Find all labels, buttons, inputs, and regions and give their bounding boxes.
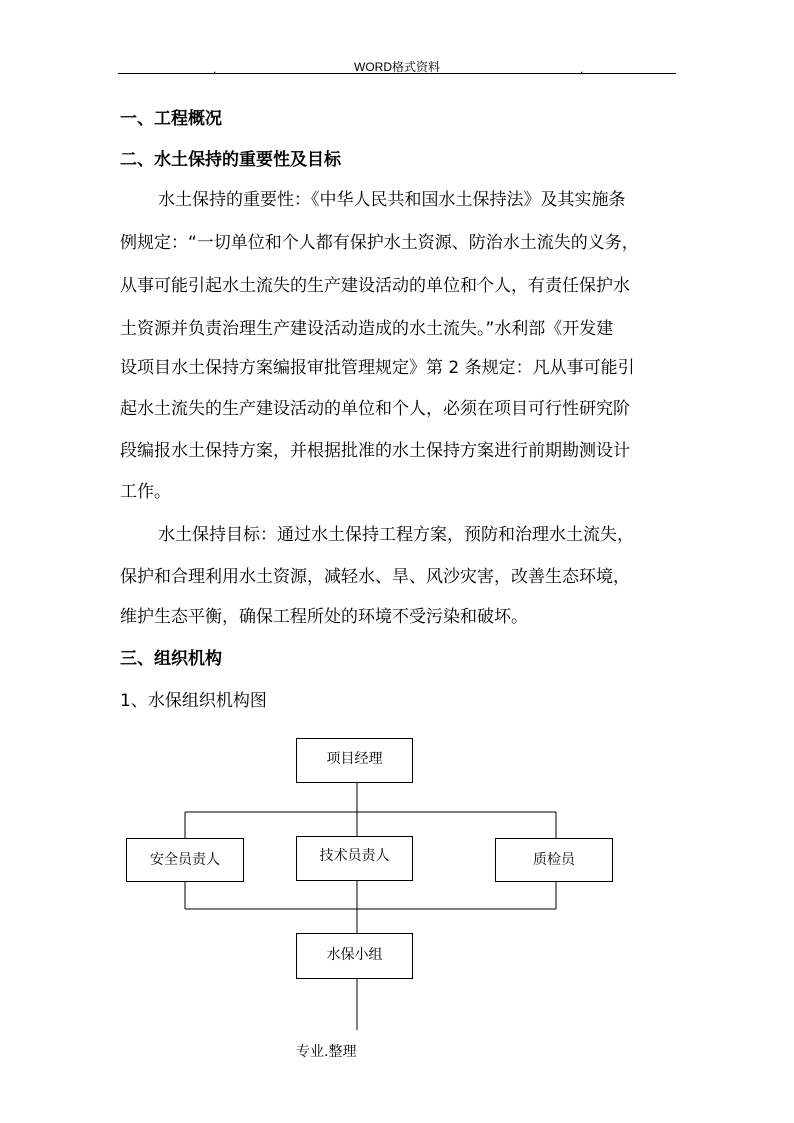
text-line: 保护和合理利用水土资源，减轻水、旱、风沙灾害，改善生态环境， <box>120 567 630 587</box>
org-box-safety-lead: 安全员责人 <box>126 838 244 882</box>
header-dot-right: . <box>580 62 584 76</box>
heading-project-overview: 一、工程概况 <box>120 109 222 129</box>
header-dot-left: . <box>213 62 217 76</box>
text-line: 水土保持的重要性：《中华人民共和国水土保持法》及其实施条 <box>158 190 626 210</box>
text-line: 段编报水土保持方案，并根据批准的水土保持方案进行前期勘测设计 <box>120 441 630 461</box>
text-line: 水土保持目标：通过水土保持工程方案，预防和治理水土流失， <box>158 525 634 545</box>
text-line: 设项目水土保持方案编报审批管理规定》第 2 条规定：凡从事可能引 <box>120 358 635 378</box>
org-box-technical-lead: 技术员责人 <box>296 836 413 881</box>
subheading-org-chart: 1、水保组织机构图 <box>120 691 267 711</box>
heading-organization: 三、组织机构 <box>120 649 222 669</box>
text-line: 维护生态平衡，确保工程所处的环境不受污染和破坏。 <box>120 607 528 627</box>
org-box-soil-conservation-team: 水保小组 <box>296 933 413 979</box>
page-footer: 专业.整理 <box>296 1044 357 1060</box>
text-line: 从事可能引起水土流失的生产建设活动的单位和个人，有责任保护水 <box>120 276 630 296</box>
text-line: 例规定：“一切单位和个人都有保护水土资源、防治水土流失的义务， <box>120 233 639 253</box>
text-line: 土资源并负责治理生产建设活动造成的水土流失。”水利部《开发建 <box>120 319 614 339</box>
org-box-quality-inspector: 质检员 <box>495 838 613 882</box>
text-line: 起水土流失的生产建设活动的单位和个人，必须在项目可行性研究阶 <box>120 399 630 419</box>
org-box-project-manager: 项目经理 <box>296 738 413 783</box>
heading-importance-goals: 二、水土保持的重要性及目标 <box>120 150 341 170</box>
text-line: 工作。 <box>120 482 171 502</box>
page-header-title: WORD格式资料 <box>354 60 440 74</box>
